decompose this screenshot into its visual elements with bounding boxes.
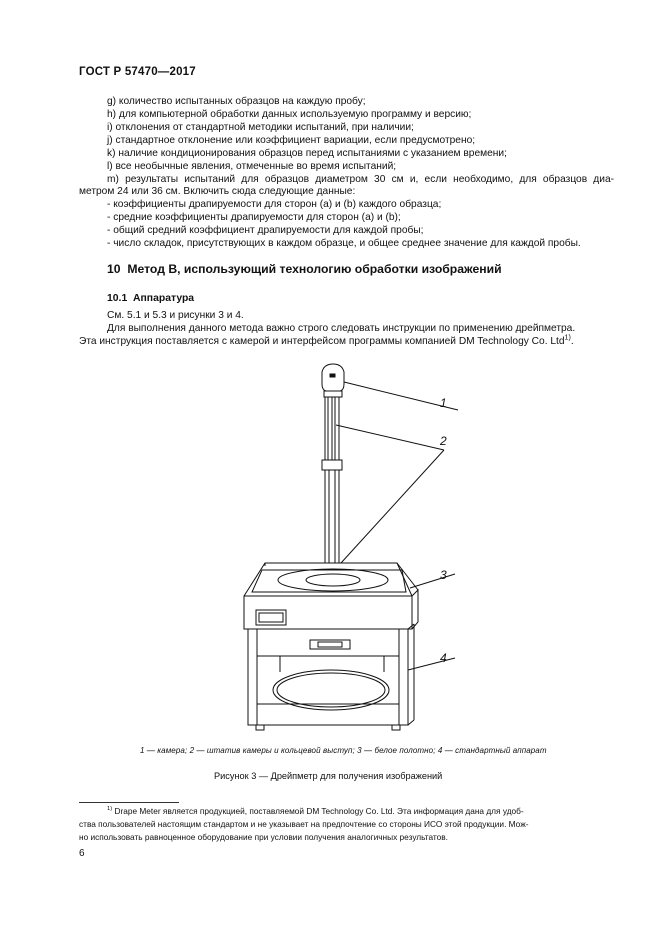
document-header: ГОСТ Р 57470—2017 (79, 66, 196, 78)
list-item-j: j) стандартное отклонение или коэффициент вариации, если предусмотрено; (107, 135, 476, 146)
list-item-k: k) наличие кондиционирования образцов перед испытаниями с указанием времени; (107, 148, 507, 159)
callout-3: 3 (440, 568, 447, 582)
section-heading (107, 262, 502, 276)
callout-1: 1 (440, 396, 447, 410)
paragraph-see-also: См. 5.1 и 5.3 и рисунки 3 и 4. (107, 310, 244, 321)
paragraph-instruction-line1: Для выполнения данного метода важно строго следовать инструкции по применению дрейпметра. (107, 323, 576, 334)
bullet-item: - общий средний коэффициент драпируемости для каждой пробы; (107, 225, 424, 236)
list-item-l: l) все необычные явления, отмеченные во время испытаний; (107, 161, 397, 172)
bullet-item: - коэффициенты драпируемости для сторон (a) и (b) каждого образца; (107, 199, 442, 210)
callout-4: 4 (440, 651, 447, 665)
footnote-marker: 1) (107, 806, 113, 813)
footnote-line2: ства пользователей настоящим стандартом и не указывает на предпочтение со стороны ИСО этой продукции. Мож- (79, 819, 529, 829)
leader-line-2a (336, 425, 444, 450)
list-item-i: i) отклонения от стандартной методики испытаний, при наличии; (107, 122, 414, 133)
section-number: 10 (107, 262, 121, 276)
camera-stand-drawing (322, 397, 342, 563)
footnote-divider (79, 802, 179, 803)
leader-line-2b (341, 450, 444, 563)
list-item-g: g) количество испытанных образцов на каждую пробу; (107, 96, 366, 107)
list-item-h: h) для компьютерной обработки данных используемую программу и версию; (107, 109, 472, 120)
footnote-ref[interactable]: 1) (564, 333, 571, 342)
bullet-item: - средние коэффициенты драпируемости для сторон (a) и (b); (107, 212, 401, 223)
list-item-m-line2: метром 24 или 36 см. Включить сюда следующие данные: (79, 186, 356, 197)
footnote-line3: но использовать равноценное оборудование при условии получения аналогичных результатов. (79, 832, 448, 842)
callout-2: 2 (440, 434, 447, 448)
footnote-line1: $^{1)}$ Drape Meter является продукцией, поставляемой DM Technology Co. Ltd. Эта информация дана для удоб- (107, 806, 524, 816)
figure-legend: 1 — камера; 2 — штатив камеры и кольцевой выступ; 3 — белое полотно; 4 — стандартный аппарат (140, 746, 547, 755)
camera-drawing (322, 364, 344, 397)
figure-caption: Рисунок 3 — Дрейпметр для получения изображений (214, 771, 443, 781)
subsection-heading (107, 293, 194, 304)
subsection-title: Аппаратура (133, 293, 195, 304)
drape-meter-figure (220, 355, 480, 740)
page-number: 6 (79, 848, 85, 859)
section-title: Метод B, использующий технологию обработки изображений (127, 262, 502, 276)
bullet-item: - число складок, присутствующих в каждом образце, и общее среднее значение для каждой пробы. (107, 238, 581, 249)
leader-line-3 (410, 574, 455, 588)
paragraph-instruction-line2: Эта инструкция поставляется с камерой и интерфейсом программы компанией DM Technology Co. Ltd$^{1)}$. (79, 333, 574, 347)
cabinet-top-drawing (244, 563, 418, 629)
leader-line-4 (408, 658, 455, 670)
subsection-number: 10.1 (107, 293, 128, 304)
cabinet-frame-drawing (248, 624, 414, 730)
list-item-m-line1: m) результаты испытаний для образцов диаметром 30 см и, если необходимо, для образцов диа- (107, 174, 614, 185)
